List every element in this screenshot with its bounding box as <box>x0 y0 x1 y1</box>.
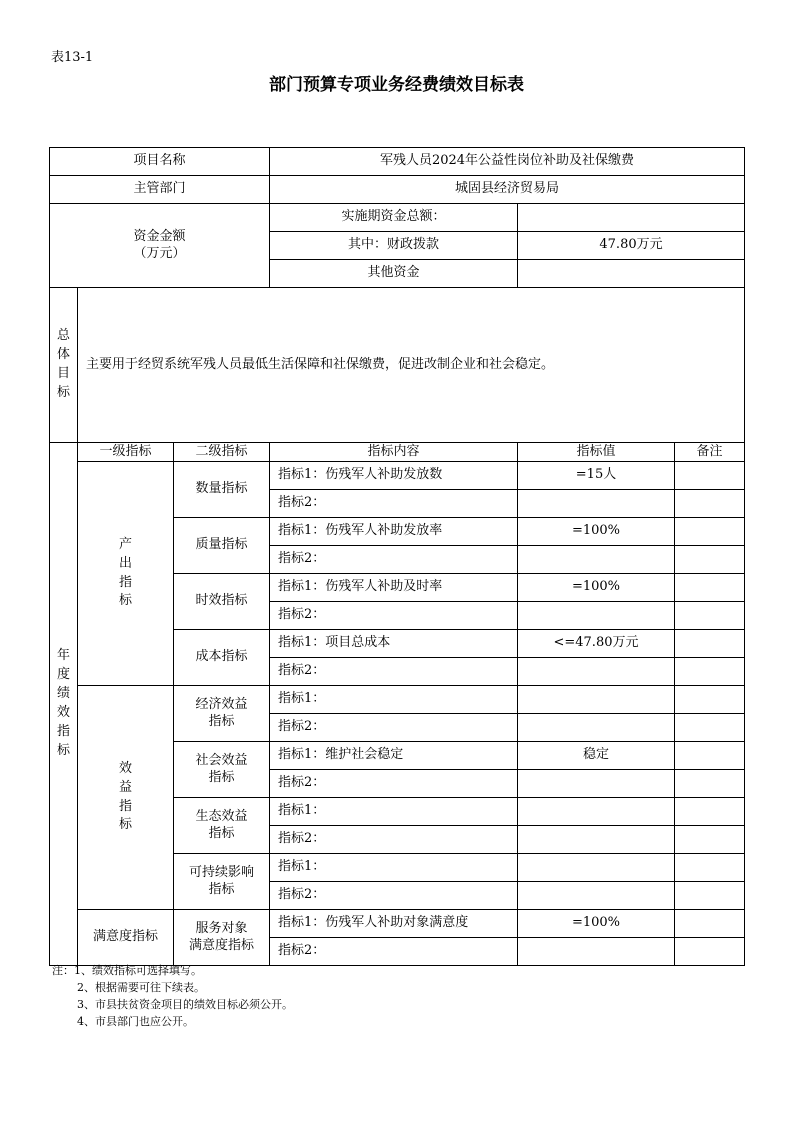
indicator-value <box>518 826 675 854</box>
indicator-value <box>518 798 675 826</box>
footnotes <box>52 962 293 1030</box>
funds-other-label: 其他资金 <box>270 260 518 288</box>
indicator-header-row <box>50 443 745 462</box>
header-content: 指标内容 <box>270 443 518 462</box>
project-name-row <box>50 148 745 176</box>
indicator-remark <box>675 910 745 938</box>
indicator-content: 指标2： <box>270 658 518 686</box>
funds-total-value <box>518 204 745 232</box>
funds-other-value <box>518 260 745 288</box>
indicator-remark <box>675 518 745 546</box>
group-name-line1: 社会效益 <box>195 752 248 768</box>
group-name-line1: 可持续影响 <box>188 864 254 880</box>
department-label: 主管部门 <box>50 176 270 204</box>
funds-total-row <box>50 204 745 232</box>
indicator-value: =100% <box>518 910 675 938</box>
indicator-content: 指标1：项目总成本 <box>270 630 518 658</box>
project-name-label: 项目名称 <box>50 148 270 176</box>
indicator-remark <box>675 574 745 602</box>
overall-goal-content: 主要用于经贸系统军残人员最低生活保障和社保缴费，促进改制企业和社会稳定。 <box>78 288 745 443</box>
funds-label <box>50 204 270 288</box>
indicator-content: 指标1：伤残军人补助发放率 <box>270 518 518 546</box>
quantity-indicator-label: 数量指标 <box>174 462 270 518</box>
quality-indicator-label: 质量指标 <box>174 518 270 574</box>
indicator-remark <box>675 546 745 574</box>
indicator-remark <box>675 798 745 826</box>
indicator-content: 指标2： <box>270 826 518 854</box>
indicator-remark <box>675 770 745 798</box>
indicator-content: 指标2： <box>270 546 518 574</box>
indicator-content: 指标1： <box>270 854 518 882</box>
form-code: 表13-1 <box>51 50 94 65</box>
indicator-content: 指标1：伤残军人补助对象满意度 <box>270 910 518 938</box>
table-row <box>50 686 745 714</box>
indicator-value: <=47.80万元 <box>518 630 675 658</box>
footnote-3: 3、市县扶贫资金项目的绩效目标必须公开。 <box>77 998 293 1011</box>
indicator-value: =100% <box>518 574 675 602</box>
indicator-value: =15人 <box>518 462 675 490</box>
group-name-line2: 指标 <box>208 881 235 897</box>
group-name-line2: 指标 <box>208 825 235 841</box>
ecological-benefit-label <box>174 798 270 854</box>
funds-total-label: 实施期资金总额： <box>270 204 518 232</box>
footnote-1: 注：1、绩效指标可选择填写。 <box>52 964 202 977</box>
indicator-remark <box>675 490 745 518</box>
page-title: 部门预算专项业务经费绩效目标表 <box>269 75 524 95</box>
indicator-content: 指标1： <box>270 686 518 714</box>
indicator-content: 指标2： <box>270 602 518 630</box>
indicator-value <box>518 854 675 882</box>
timeliness-indicator-label: 时效指标 <box>174 574 270 630</box>
indicator-remark <box>675 462 745 490</box>
funds-label-line2: （万元） <box>133 245 186 261</box>
performance-target-table <box>49 147 745 966</box>
indicator-content: 指标2： <box>270 770 518 798</box>
header-level1: 一级指标 <box>78 443 174 462</box>
indicator-remark <box>675 714 745 742</box>
output-indicator-label: 产 出 指 标 <box>78 462 174 686</box>
indicator-content: 指标2： <box>270 714 518 742</box>
header-level2: 二级指标 <box>174 443 270 462</box>
table-row <box>50 462 745 490</box>
indicator-remark <box>675 938 745 966</box>
group-name-line2: 指标 <box>208 769 235 785</box>
footnote-4: 4、市县部门也应公开。 <box>77 1015 194 1028</box>
economic-benefit-label <box>174 686 270 742</box>
overall-goal-row <box>50 288 745 443</box>
group-name-line2: 指标 <box>208 713 235 729</box>
indicator-content: 指标2： <box>270 938 518 966</box>
funds-fiscal-label: 其中：财政拨款 <box>270 232 518 260</box>
indicator-value <box>518 882 675 910</box>
department-value: 城固县经济贸易局 <box>270 176 745 204</box>
table-row <box>50 910 745 938</box>
group-name-line1: 生态效益 <box>195 808 248 824</box>
indicator-value <box>518 602 675 630</box>
satisfaction-indicator-label: 满意度指标 <box>78 910 174 966</box>
indicator-remark <box>675 658 745 686</box>
indicator-value <box>518 490 675 518</box>
group-name-line1: 服务对象 <box>195 920 248 936</box>
indicator-content: 指标2： <box>270 490 518 518</box>
indicator-remark <box>675 602 745 630</box>
indicator-value <box>518 658 675 686</box>
project-name-value: 军残人员2024年公益性岗位补助及社保缴费 <box>270 148 745 176</box>
indicator-value: 稳定 <box>518 742 675 770</box>
indicator-content: 指标1： <box>270 798 518 826</box>
sustainability-label <box>174 854 270 910</box>
indicator-remark <box>675 742 745 770</box>
indicator-remark <box>675 630 745 658</box>
indicator-remark <box>675 686 745 714</box>
group-name-line2: 满意度指标 <box>188 937 254 953</box>
indicator-value: =100% <box>518 518 675 546</box>
header-remark: 备注 <box>675 443 745 462</box>
footnote-2: 2、根据需要可往下续表。 <box>77 981 205 994</box>
indicator-value <box>518 714 675 742</box>
cost-indicator-label: 成本指标 <box>174 630 270 686</box>
indicator-value <box>518 546 675 574</box>
benefit-indicator-label: 效 益 指 标 <box>78 686 174 910</box>
indicator-value <box>518 686 675 714</box>
overall-goal-label: 总 体 目 标 <box>50 288 78 443</box>
indicator-value <box>518 938 675 966</box>
indicator-remark <box>675 826 745 854</box>
indicator-remark <box>675 854 745 882</box>
social-benefit-label <box>174 742 270 798</box>
indicator-value <box>518 770 675 798</box>
indicator-content: 指标1：伤残军人补助及时率 <box>270 574 518 602</box>
indicator-content: 指标1：维护社会稳定 <box>270 742 518 770</box>
service-satisfaction-label <box>174 910 270 966</box>
annual-indicator-label: 年 度 绩 效 指 标 <box>50 443 78 966</box>
department-row <box>50 176 745 204</box>
funds-label-line1: 资金金额 <box>133 228 186 244</box>
indicator-content: 指标1：伤残军人补助发放数 <box>270 462 518 490</box>
funds-fiscal-value: 47.80万元 <box>518 232 745 260</box>
header-value: 指标值 <box>518 443 675 462</box>
indicator-remark <box>675 882 745 910</box>
indicator-content: 指标2： <box>270 882 518 910</box>
group-name-line1: 经济效益 <box>195 696 248 712</box>
